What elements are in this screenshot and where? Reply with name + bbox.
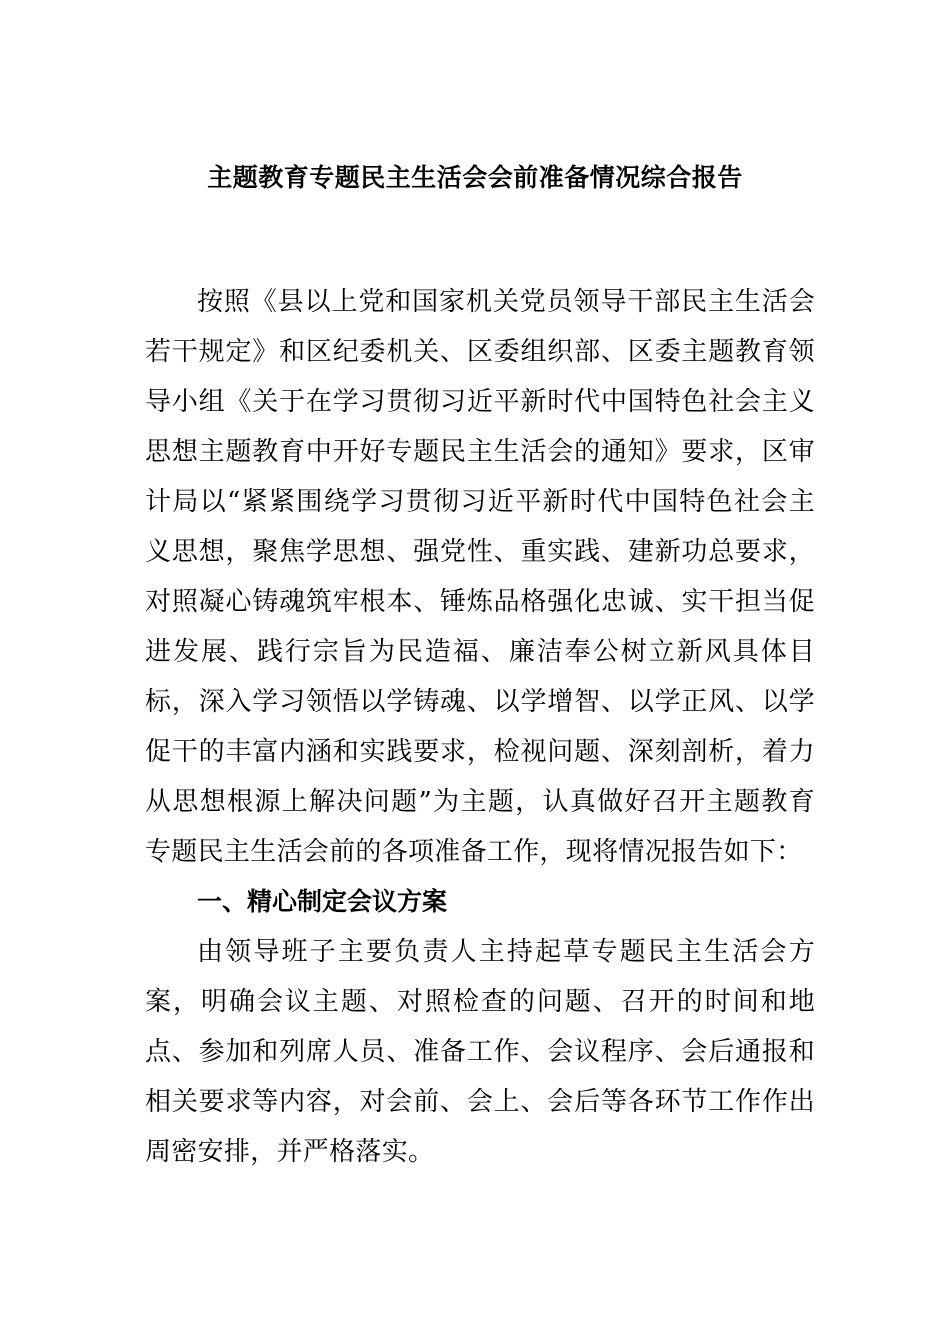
document-body <box>145 277 815 1177</box>
document-title: 主题教育专题民主生活会会前准备情况综合报告 <box>207 163 743 192</box>
section-1-paragraph: 由领导班子主要负责人主持起草专题民主生活会方案，明确会议主题、对照检查的问题、召开的时间和地点、参加和列席人员、准备工作、会议程序、会后通报和相关要求等内容，对会前、会上、会后等各环节工作作出周密安排，并严格落实。 <box>145 937 815 1167</box>
intro-paragraph: 按照《县以上党和国家机关党员领导干部民主生活会若干规定》和区纪委机关、区委组织部、区委主题教育领导小组《关于在学习贯彻习近平新时代中国特色社会主义思想主题教育中开好专题民主生活会的通知》要求，区审计局以“紧紧围绕学习贯彻习近平新时代中国特色社会主义思想，聚焦学思想、强党性、重实践、建新功总要求，对照凝心铸魂筑牢根本、锤炼品格强化忠诚、实干担当促进发展、践行宗旨为民造福、廉洁奉公树立新风具体目标，深入学习领悟以学铸魂、以学增智、以学正风、以学促干的丰富内涵和实践要求，检视问题、深刻剖析，着力从思想根源上解决问题”为主题，认真做好召开主题教育专题民主生活会前的各项准备工作，现将情况报告如下： <box>145 287 815 867</box>
section-1-heading: 一、精心制定会议方案 <box>197 887 448 916</box>
